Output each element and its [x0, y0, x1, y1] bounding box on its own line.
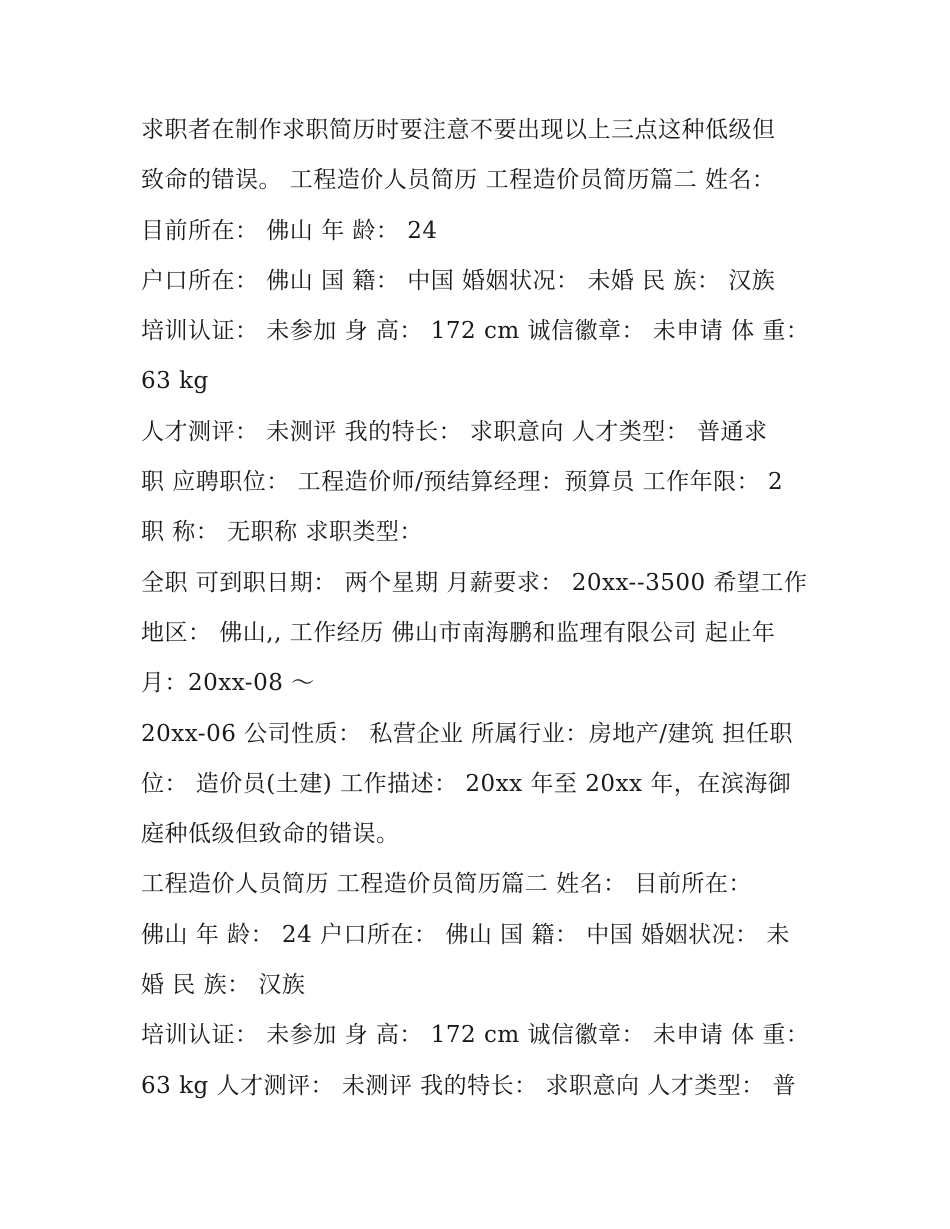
text-line: 63 kg [141, 368, 209, 395]
text-line: 培训认证： 未参加 身 高： 172 cm 诚信徽章： 未申请 体 重： [141, 1022, 810, 1049]
text-line: 工程造价人员简历 工程造价员简历篇二 姓名： 目前所在： [141, 871, 752, 898]
text-line: 目前所在： 佛山 年 龄： 24 [141, 217, 438, 244]
text-line: 位： 造价员(土建) 工作描述： 20xx 年至 20xx 年，在滨海御 [141, 770, 792, 797]
text-line: 63 kg 人才测评： 未测评 我的特长： 求职意向 人才类型： 普 [141, 1072, 797, 1099]
text-line: 培训认证： 未参加 身 高： 172 cm 诚信徽章： 未申请 体 重： [141, 318, 810, 345]
text-line: 庭种低级但致命的错误。 [141, 821, 400, 848]
text-line: 全职 可到职日期： 两个星期 月薪要求： 20xx--3500 希望工作 [141, 569, 808, 596]
text-line: 职 应聘职位： 工程造价师/预结算经理：预算员 工作年限： 2 [141, 469, 784, 496]
text-line: 20xx-06 公司性质： 私营企业 所属行业：房地产/建筑 担任职 [141, 720, 793, 747]
text-line: 地区： 佛山,, 工作经历 佛山市南海鹏和监理有限公司 起止年 [141, 619, 776, 646]
body-text [141, 105, 821, 1111]
text-line: 户口所在： 佛山 国 籍： 中国 婚姻状况： 未婚 民 族： 汉族 [141, 267, 776, 294]
text-line: 月：20xx-08 ～ [141, 670, 315, 697]
text-line: 佛山 年 龄： 24 户口所在： 佛山 国 籍： 中国 婚姻状况： 未 [141, 921, 790, 948]
text-line: 求职者在制作求职简历时要注意不要出现以上三点这种低级但 [141, 117, 776, 143]
text-line: 致命的错误。 工程造价人员简历 工程造价员简历篇二 姓名： [141, 167, 776, 194]
text-line: 人才测评： 未测评 我的特长： 求职意向 人才类型： 普通求 [141, 418, 768, 445]
text-line: 婚 民 族： 汉族 [141, 972, 306, 999]
text-line: 职 称： 无职称 求职类型： [141, 519, 423, 546]
